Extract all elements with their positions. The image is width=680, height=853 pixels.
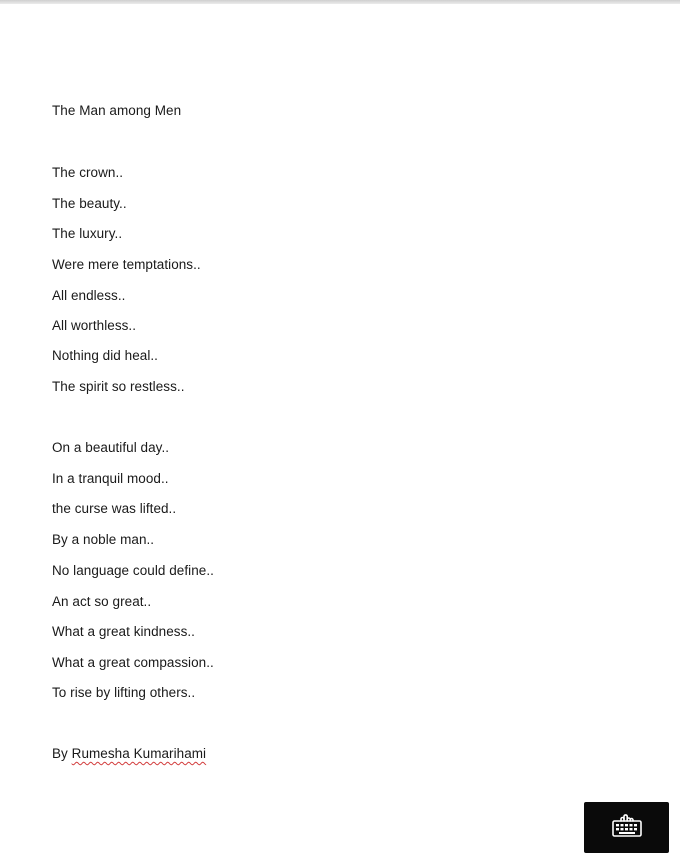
poem-line: Nothing did heal.. — [52, 348, 158, 363]
poem-line: All worthless.. — [52, 318, 137, 333]
poem-line: On a beautiful day.. — [52, 440, 170, 455]
poem-line: The crown.. — [52, 165, 124, 180]
poem-line: What a great compassion.. — [52, 655, 214, 670]
poem-line: In a tranquil mood.. — [52, 471, 169, 486]
touch-keyboard-icon — [609, 810, 645, 845]
poem-line: Were mere temptations.. — [52, 257, 201, 272]
poem-line: the curse was lifted.. — [52, 501, 177, 516]
poem-line: The beauty.. — [52, 196, 127, 211]
touch-keyboard-button[interactable] — [584, 802, 669, 853]
poem-title: The Man among Men — [52, 103, 182, 118]
poem-line: All endless.. — [52, 288, 126, 303]
poem-line: What a great kindness.. — [52, 624, 195, 639]
byline-prefix: By — [52, 746, 72, 761]
poem-byline — [52, 745, 206, 763]
poem-line: An act so great.. — [52, 594, 152, 609]
poem-line: The spirit so restless.. — [52, 379, 185, 394]
poem-line: The luxury.. — [52, 226, 123, 241]
document-page[interactable] — [0, 4, 680, 853]
poem-line: By a noble man.. — [52, 532, 155, 547]
poem-line: To rise by lifting others.. — [52, 685, 196, 700]
poem-line: No language could define.. — [52, 563, 214, 578]
author-name: Rumesha Kumarihami — [71, 746, 207, 761]
